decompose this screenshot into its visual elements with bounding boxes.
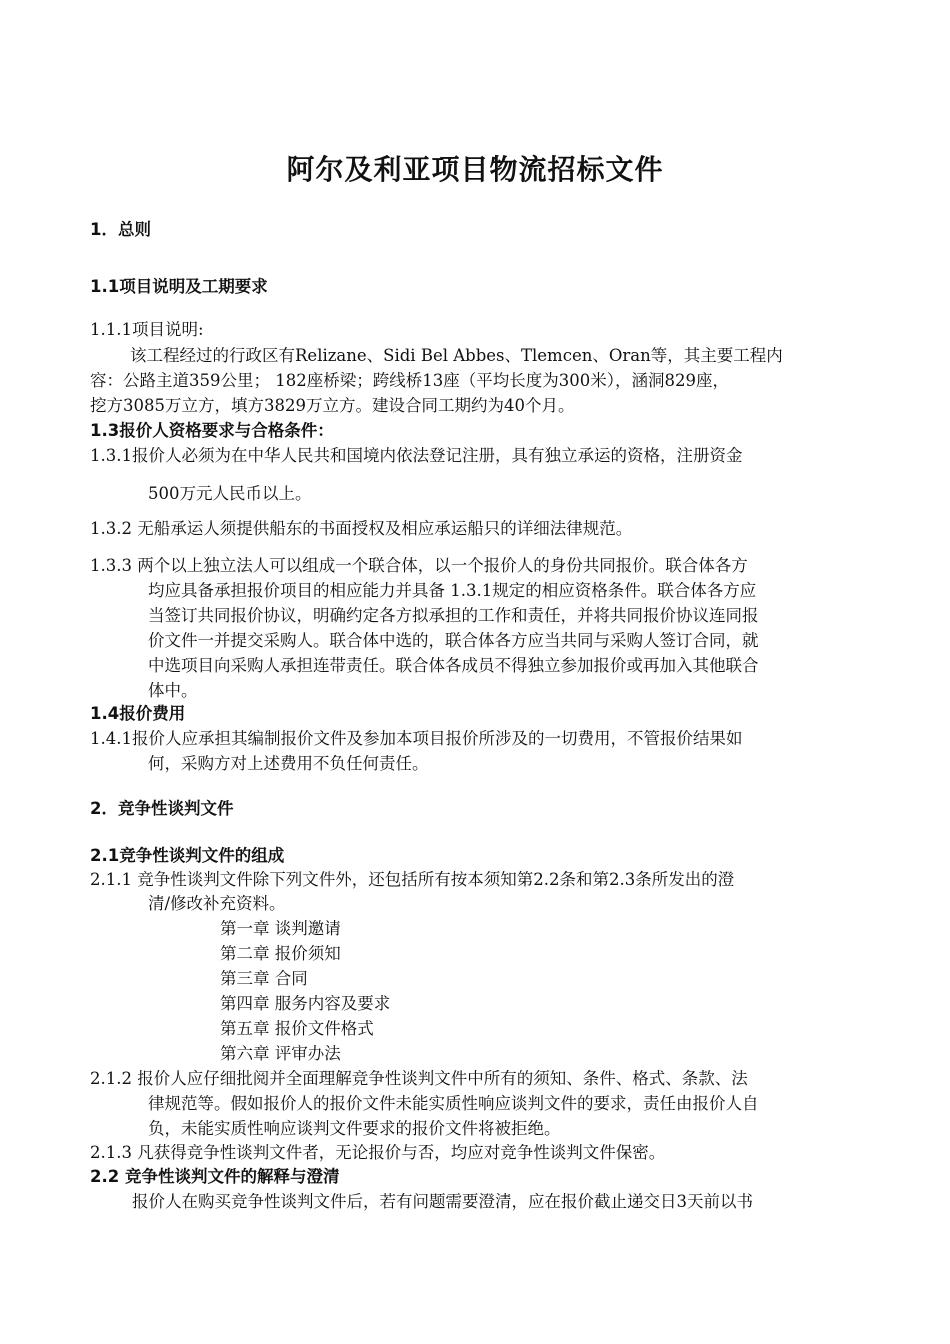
- paragraph-line: 1.3.2 无船承运人须提供船东的书面授权及相应承运船只的详细法律规范。: [90, 519, 633, 538]
- chapter-list-item: 第四章 服务内容及要求: [220, 994, 391, 1013]
- paragraph-line: 价文件一并提交采购人。联合体中选的，联合体各方应当共同与采购人签订合同，就: [148, 631, 759, 650]
- document-title: 阿尔及利亚项目物流招标文件: [286, 153, 664, 186]
- paragraph-line: 2.1.2 报价人应仔细批阅并全面理解竞争性谈判文件中所有的须知、条件、格式、条款、法: [90, 1069, 748, 1088]
- paragraph-line: 清/修改补充资料。: [148, 894, 286, 913]
- paragraph-line: 1.1.1项目说明:: [90, 320, 204, 339]
- paragraph-line: 何，采购方对上述费用不负任何责任。: [148, 754, 429, 773]
- subsection-heading-2-1: 2.1竞争性谈判文件的组成: [90, 846, 285, 865]
- subsection-heading-1-4: 1.4报价费用: [90, 704, 186, 723]
- subsection-heading-1-1: 1.1项目说明及工期要求: [90, 277, 268, 296]
- paragraph-line: 律规范等。假如报价人的报价文件未能实质性响应谈判文件的要求，责任由报价人自: [148, 1094, 759, 1113]
- paragraph-line: 500万元人民币以上。: [148, 484, 312, 503]
- chapter-list-item: 第五章 报价文件格式: [220, 1019, 374, 1038]
- paragraph-line: 均应具备承担报价项目的相应能力并具备 1.3.1规定的相应资格条件。联合体各方应: [148, 581, 757, 600]
- section-heading-2: 2．竞争性谈判文件: [90, 799, 234, 818]
- paragraph-line: 该工程经过的行政区有Relizane、Sidi Bel Abbes、Tlemcen、Oran等，其主要工程内: [130, 346, 783, 365]
- subsection-heading-1-3: 1.3报价人资格要求与合格条件：: [90, 421, 334, 440]
- paragraph-line: 负，未能实质性响应谈判文件要求的报价文件将被拒绝。: [148, 1119, 561, 1138]
- chapter-list-item: 第二章 报价须知: [220, 944, 341, 963]
- paragraph-line: 挖方3085万立方，填方3829万立方。建设合同工期约为40个月。: [90, 396, 575, 415]
- subsection-heading-2-2: 2.2 竞争性谈判文件的解释与澄清: [90, 1167, 340, 1186]
- paragraph-line: 报价人在购买竞争性谈判文件后，若有问题需要澄清，应在报价截止递交日3天前以书: [132, 1192, 753, 1211]
- chapter-list-item: 第六章 评审办法: [220, 1044, 341, 1063]
- paragraph-line: 体中。: [148, 681, 198, 700]
- paragraph-line: 1.3.1报价人必须为在中华人民共和国境内依法登记注册，具有独立承运的资格，注册资金: [90, 446, 743, 465]
- section-heading-1: 1．总则: [90, 220, 151, 239]
- paragraph-line: 1.3.3 两个以上独立法人可以组成一个联合体，以一个报价人的身份共同报价。联合体各方: [90, 556, 748, 575]
- paragraph-line: 中选项目向采购人承担连带责任。联合体各成员不得独立参加报价或再加入其他联合: [148, 656, 759, 675]
- chapter-list-item: 第三章 合同: [220, 969, 308, 988]
- paragraph-line: 2.1.1 竞争性谈判文件除下列文件外，还包括所有按本须知第2.2条和第2.3条所发出的澄: [90, 870, 735, 889]
- paragraph-line: 当签订共同报价协议，明确约定各方拟承担的工作和责任，并将共同报价协议连同报: [148, 606, 759, 625]
- chapter-list-item: 第一章 谈判邀请: [220, 919, 341, 938]
- paragraph-line: 2.1.3 凡获得竞争性谈判文件者，无论报价与否，均应对竞争性谈判文件保密。: [90, 1143, 666, 1162]
- paragraph-line: 1.4.1报价人应承担其编制报价文件及参加本项目报价所涉及的一切费用，不管报价结果如: [90, 729, 743, 748]
- paragraph-line: 容：公路主道359公里； 182座桥梁；跨线桥13座（平均长度为300米），涵洞829座，: [90, 371, 729, 390]
